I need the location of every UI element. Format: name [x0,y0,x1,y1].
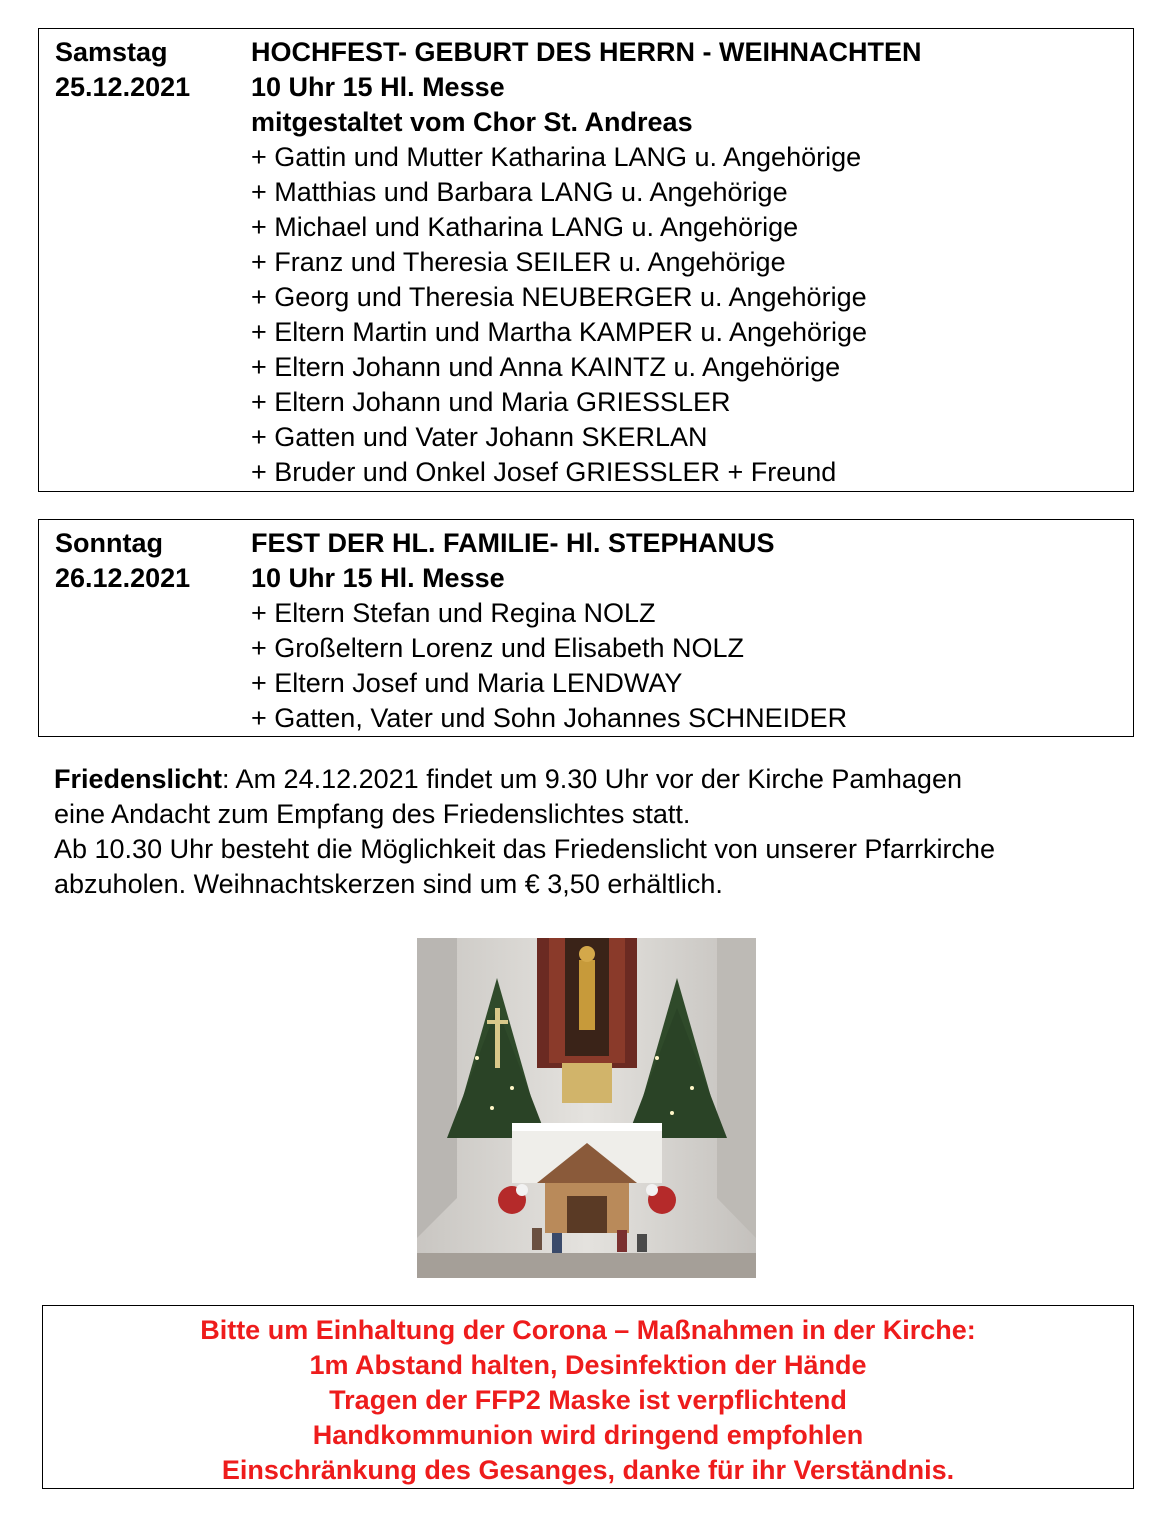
intention-line: + Michael und Katharina LANG u. Angehörige [251,212,799,242]
intention-line: + Gatten, Vater und Sohn Johannes SCHNEIDER [251,703,848,733]
church-altar-photo [417,938,756,1278]
entry-content [251,35,1121,490]
intention-line: + Gatten und Vater Johann SKERLAN [251,422,708,452]
intention-line: + Eltern Martin und Martha KAMPER u. Angehörige [251,317,868,347]
notice-text: Ab 10.30 Uhr besteht die Möglichkeit das Friedenslicht von unserer Pfarrkirche [54,834,995,864]
entry-title: FEST DER HL. FAMILIE- Hl. STEPHANUS [251,528,775,558]
corona-rule-line: Bitte um Einhaltung der Corona – Maßnahmen in der Kirche: [200,1315,976,1345]
peace-light-notice [54,762,1144,902]
entry-date-column [55,35,245,105]
mass-entry-sunday [38,519,1134,737]
entry-date: 26.12.2021 [55,563,191,593]
intention-line: + Georg und Theresia NEUBERGER u. Angehörige [251,282,867,312]
entry-title: HOCHFEST- GEBURT DES HERRN - WEIHNACHTEN [251,37,922,67]
corona-rule-line: 1m Abstand halten, Desinfektion der Hände [309,1350,867,1380]
intention-line: + Eltern Stefan und Regina NOLZ [251,598,656,628]
altar-illustration [417,938,756,1278]
entry-date: 25.12.2021 [55,72,191,102]
intention-line: + Großeltern Lorenz und Elisabeth NOLZ [251,633,745,663]
intention-line: + Matthias und Barbara LANG u. Angehörige [251,177,788,207]
mass-entry-saturday [38,28,1134,492]
corona-rule-line: Handkommunion wird dringend empfohlen [312,1420,864,1450]
entry-date-column [55,526,245,596]
notice-text: : Am 24.12.2021 findet um 9.30 Uhr vor der Kirche Pamhagen [222,764,962,794]
corona-rules-box [42,1305,1134,1489]
entry-time: 10 Uhr 15 Hl. Messe [251,72,505,102]
intention-line: + Eltern Josef und Maria LENDWAY [251,668,683,698]
entry-time: 10 Uhr 15 Hl. Messe [251,563,505,593]
intention-line: + Bruder und Onkel Josef GRIESSLER + Freund [251,457,837,487]
intention-line: + Eltern Johann und Maria GRIESSLER [251,387,731,417]
intention-line: + Eltern Johann und Anna KAINTZ u. Angehörige [251,352,841,382]
entry-weekday: Samstag [55,37,168,67]
intention-line: + Franz und Theresia SEILER u. Angehörige [251,247,786,277]
intention-line: + Gattin und Mutter Katharina LANG u. Angehörige [251,142,862,172]
notice-label: Friedenslicht [54,764,223,794]
notice-text: eine Andacht zum Empfang des Friedenslichtes statt. [54,799,691,829]
entry-content [251,526,1121,736]
notice-text: abzuholen. Weihnachtskerzen sind um € 3,50 erhältlich. [54,869,723,899]
corona-rule-line: Tragen der FFP2 Maske ist verpflichtend [329,1385,847,1415]
corona-rule-line: Einschränkung des Gesanges, danke für ihr Verständnis. [221,1455,955,1485]
entry-note: mitgestaltet vom Chor St. Andreas [251,107,693,137]
entry-weekday: Sonntag [55,528,163,558]
